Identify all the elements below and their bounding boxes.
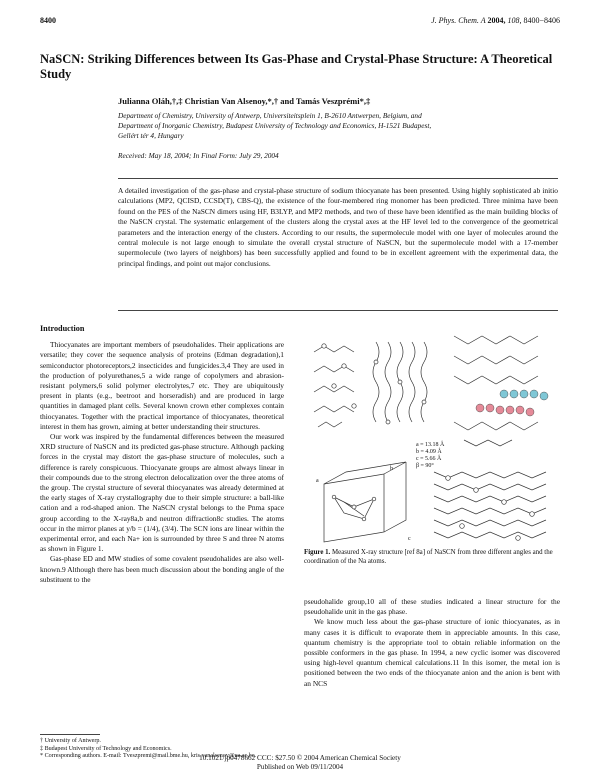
footnote-rule <box>40 734 100 735</box>
journal-name: J. Phys. Chem. A <box>431 16 486 25</box>
axis-label-b: b <box>390 466 393 472</box>
legend-c: c = 5.66 Å <box>416 456 442 462</box>
footnote: ‡ Budapest University of Technology and Economics. <box>40 745 172 752</box>
paragraph: Gas-phase ED and MW studies of some covalent pseudohalides are also well-known.9 Although there has been much discussion about the bonding angle of the substituent to the <box>40 554 284 584</box>
page-number: 8400 <box>40 16 56 25</box>
view-4-rods <box>434 472 546 540</box>
figure-caption-text: Measured X-ray structure [ref 8a] of NaSCN from three different angles and the coordination of the Na atoms. <box>304 549 553 565</box>
axis-label-a: a <box>316 478 319 484</box>
figure-label: Figure 1. <box>304 549 331 556</box>
journal-volume: 108, <box>507 16 522 25</box>
axis-label-c: c <box>408 536 411 542</box>
view-1-chains <box>314 344 356 427</box>
journal-citation <box>431 16 560 25</box>
paragraph: pseudohalide group,10 all of these studies indicated a linear structure for the pseudohalide unit in the gas phase. <box>304 597 560 617</box>
running-header <box>40 16 560 28</box>
article-title: NaSCN: Striking Differences between Its Gas-Phase and Crystal-Phase Structure: A Theoretical Study <box>40 52 553 81</box>
footnote: † University of Antwerp. <box>40 738 101 744</box>
left-column <box>40 324 284 585</box>
journal-pages: 8400−8406 <box>523 16 560 25</box>
unit-cell <box>324 462 406 542</box>
cell-legend <box>416 440 445 469</box>
legend-b: b = 4.09 Å <box>416 449 442 455</box>
doi-line: 10.1021/jp0478662 CCC: $27.50 © 2004 American Chemical Society <box>199 754 401 762</box>
footnote: * Corresponding authors. E-mail: Tveszpremi@mail.bme.hu, kris.vanalsenoy@ua.ac.be. <box>40 753 257 760</box>
right-column <box>304 597 560 689</box>
paragraph: We know much less about the gas-phase structure of ionic thiocyanates, as in many cases it is difficult to evaporate them in appreciable amounts. In this case, quantum chemistry is the appropriate tool to obtain reliable information on the possible conformers in the gas phase. In 1994, a new cyclic isomer was discovered using high-level quantum chemical calculations.11 In this isomer, the metal ion is positioned between the two ends of the thiocyanate anion and the anion is bent with an NCS <box>304 617 560 688</box>
affiliation-line: Department of Inorganic Chemistry, Budapest University of Technology and Economics, H-1521 Budapest, <box>118 121 432 130</box>
legend-a: a = 13.18 Å <box>416 442 445 448</box>
received-dates: Received: May 18, 2004; In Final Form: July 29, 2004 <box>118 151 279 160</box>
paragraph: Thiocyanates are important members of pseudohalides. Their applications are versatile; they cover the sequence analysis of proteins (Edman degradation),1 semiconductor photoreceptors,2 insecticides and fungicides.3,4 They are used in the production of polyurethanes,5 a wide range of copolymers and abrasion-resistant polymers,6 solid polymer electrolytes,7 etc. They are ubiquitously present in plants (e.g., beetroot and horseradish) and are produced in large quantities in damaged plant cells. Several known crown ether complexes contain thiocyanates. Together with the practical importance of thiocyanates, theoretical interest in them has grown, aiming at better understanding their structures. <box>40 340 284 431</box>
published-date: Published on Web 09/11/2004 <box>256 763 344 771</box>
affiliations <box>118 111 558 141</box>
abstract: A detailed investigation of the gas-phase and crystal-phase structure of sodium thiocyanate has been presented. Using highly sophisticated ab initio calculations (MP2, QCISD, CCSD(T), CBS-Q), the existence of the four-membered ring monomer has been predicted. Three minima have been found on the PES of the NaSCN dimers using HF, B3LYP, and MP2 methods, and two of these have been identified as the main building blocks of the NaSCN crystal. The systematic enlargement of the clusters along the crystal axes at the HF level led to the convergence of the geometrical parameters and the interaction energy of the clusters. According to our results, the supermolecule model with one layer of molecules around the central molecule is not large enough to simulate the overall crystal structure of NaSCN, but the supermolecule model with a 17-member supermolecule (two layers of neighbors) has been successfully applied and found to be in excellent agreement with the experimental data, the principal findings, and point out major conclusions. <box>118 186 558 268</box>
paragraph: Our work was inspired by the fundamental differences between the measured XRD structure of NaSCN and its predicted gas-phase structure. Although packing forces in the crystal may distort the gas-phase structure of molecules, such a difference is rarely conspicuous. Thiocyanate groups are almost always linear in their compounds due to the strong electron delocalization over the three atoms of the group. The crystal structure of several thiocyanates was already determined at the early stages of X-ray crystallography due to their simple structure: a ball-like cation and a rod-shaped anion. The NaSCN crystal belongs to the Pnma space group according to the X-ray8a,b and neutron diffraction8c studies. The atoms occur in the mirror planes at y/b = (1/4), (3/4). The SCN ions are linear within the experimental error, and each Na+ ion is surrounded by three S and three N atoms as shown in Figure 1. <box>40 432 284 554</box>
figure-caption <box>304 548 560 566</box>
legend-beta: β = 90° <box>416 463 434 469</box>
publication-footer <box>150 754 450 772</box>
section-heading-introduction: Introduction <box>40 324 85 333</box>
crystal-structure-drawing <box>304 322 560 550</box>
abstract-bottom-rule <box>118 310 558 311</box>
journal-year: 2004, <box>487 16 506 25</box>
affiliation-line: Gellért tér 4, Hungary <box>118 131 184 140</box>
colored-atoms <box>476 390 548 416</box>
figure-1-crystal-structure <box>304 322 560 550</box>
view-2-columns <box>373 342 427 424</box>
abstract-top-rule <box>118 178 558 179</box>
author-list: Julianna Oláh,†,‡ Christian Van Alsenoy,*,† and Tamás Veszprémi*,‡ <box>118 96 371 106</box>
affiliation-line: Department of Chemistry, University of Antwerp, Universiteitsplein 1, B-2610 Antwerpen, Belgium, and <box>118 111 422 120</box>
